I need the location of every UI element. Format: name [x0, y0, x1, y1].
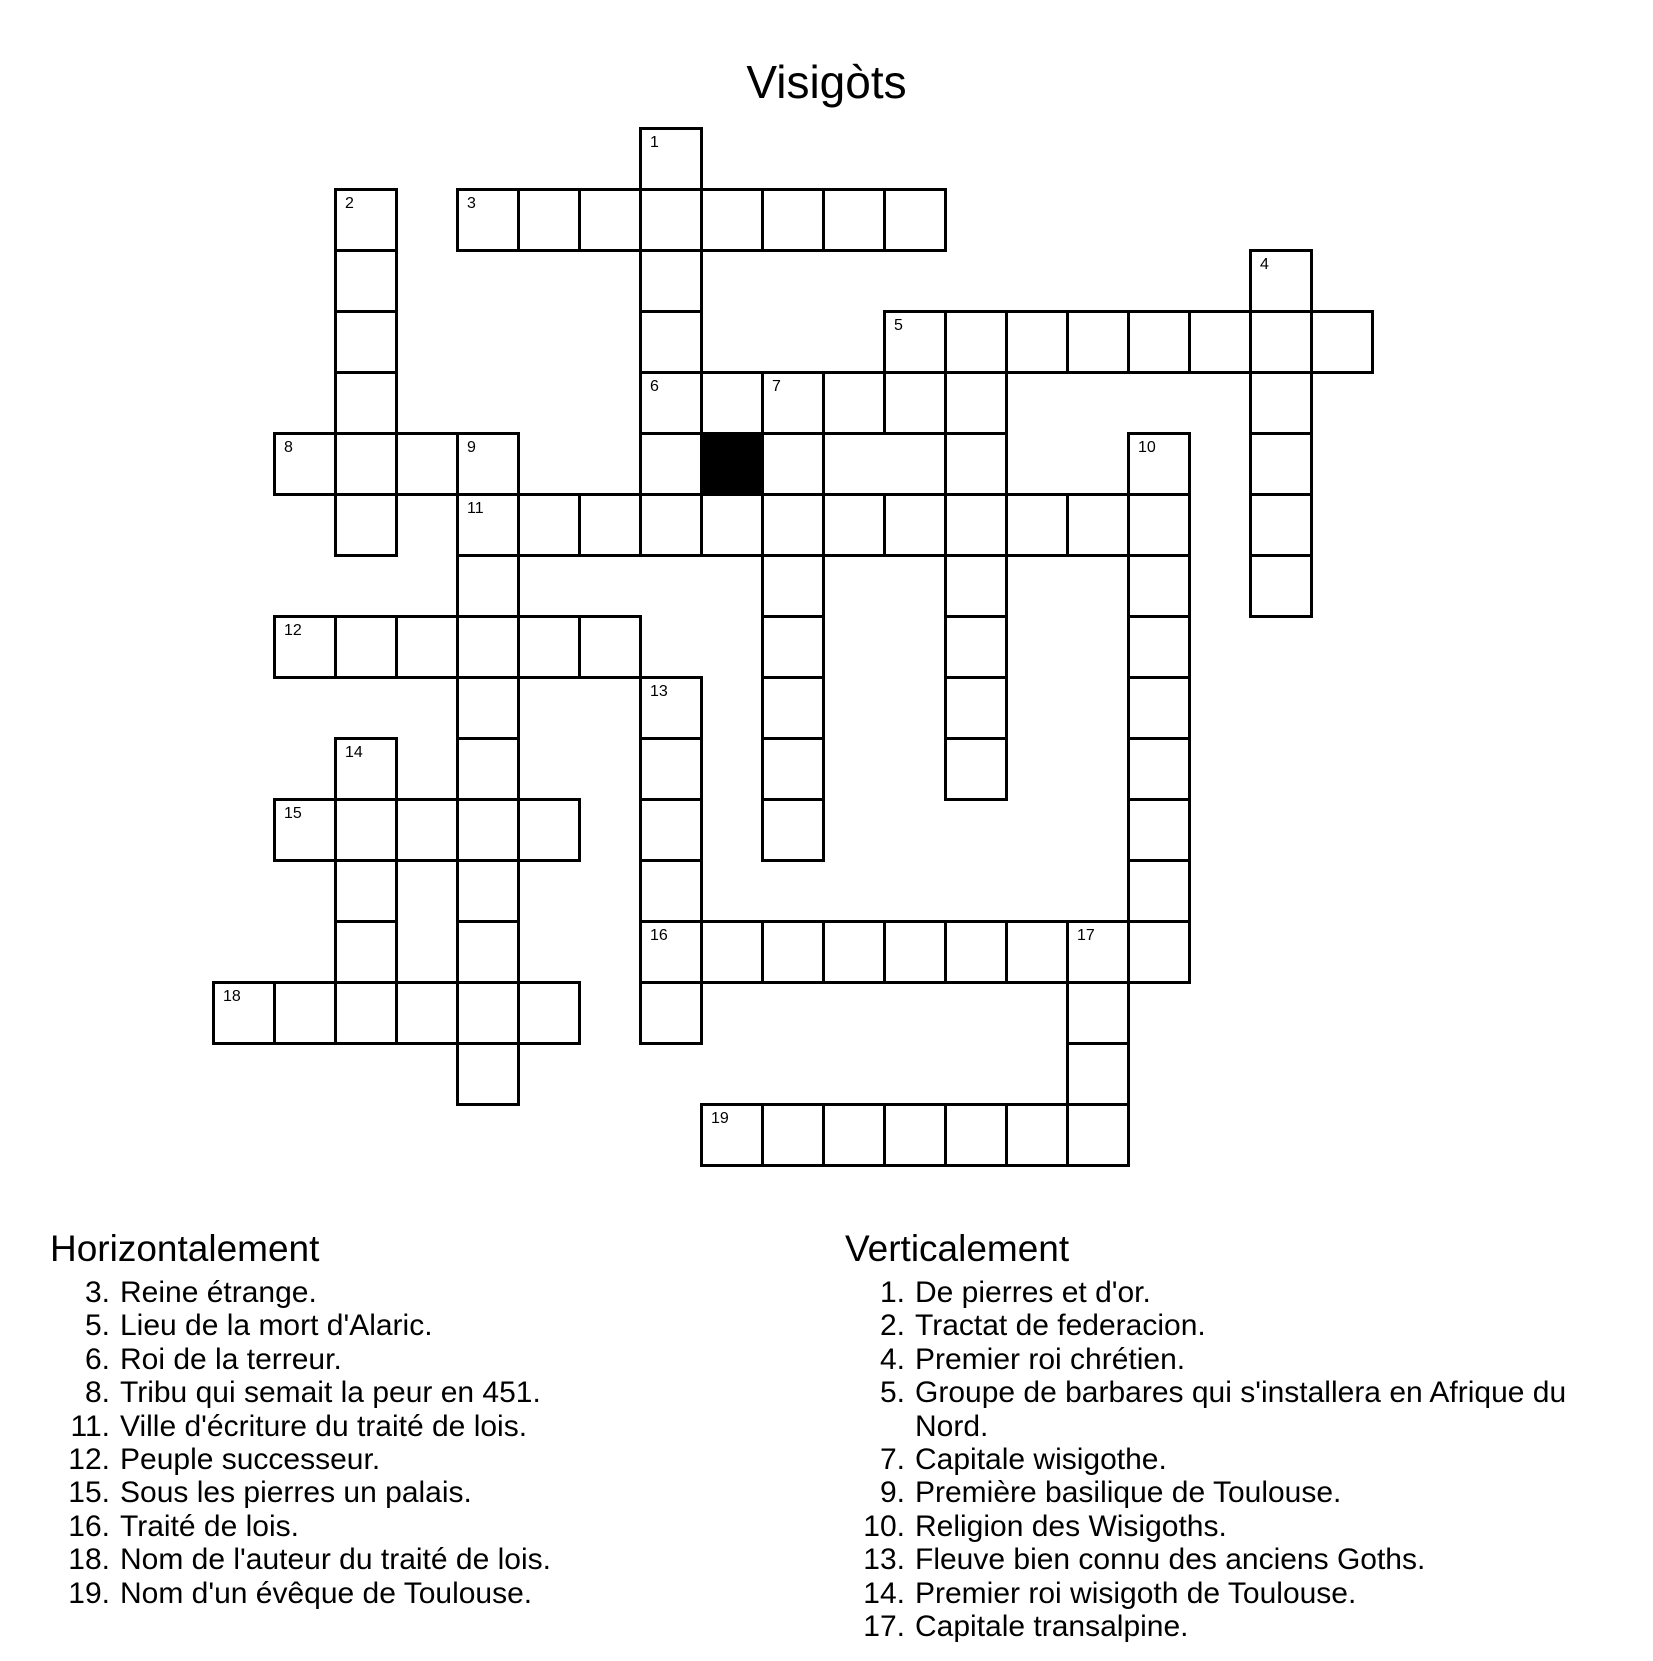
clue-text: Groupe de barbares qui s'installera en Afrique du Nord. — [915, 1376, 1567, 1443]
clue-number: 9 — [467, 439, 476, 456]
grid-cell[interactable] — [334, 493, 398, 557]
clue-number: 14 — [345, 744, 363, 761]
down-clue — [845, 1510, 1625, 1543]
grid-cell[interactable] — [639, 188, 703, 252]
grid-cell[interactable] — [761, 1103, 825, 1167]
clue-number-label: 2. — [879, 1309, 905, 1343]
down-clue — [845, 1443, 1625, 1476]
clue-text: Premier roi wisigoth de Toulouse. — [915, 1576, 1357, 1610]
grid-cell[interactable] — [578, 615, 642, 679]
across-clue — [50, 1309, 770, 1342]
grid-cell[interactable] — [639, 127, 703, 191]
clue-text: Tribu qui semait la peur en 451. — [120, 1376, 541, 1410]
grid-cell[interactable] — [456, 981, 520, 1045]
grid-cell[interactable] — [395, 432, 459, 496]
grid-cell[interactable] — [517, 981, 581, 1045]
across-clue — [50, 1510, 770, 1543]
clue-number: 4 — [1260, 256, 1269, 273]
grid-cell[interactable] — [944, 554, 1008, 618]
grid-cell[interactable] — [456, 432, 520, 496]
grid-cell[interactable] — [700, 371, 764, 435]
clue-number-label: 3. — [84, 1276, 110, 1309]
grid-cell[interactable] — [456, 798, 520, 862]
grid-cell[interactable] — [456, 615, 520, 679]
grid-cell[interactable] — [578, 188, 642, 252]
grid-cell[interactable] — [761, 920, 825, 984]
grid-cell[interactable] — [1066, 981, 1130, 1045]
grid-cell[interactable] — [639, 798, 703, 862]
grid-cell[interactable] — [334, 310, 398, 374]
clue-number: 2 — [345, 195, 354, 212]
grid-cell[interactable] — [212, 981, 276, 1045]
grid-cell[interactable] — [944, 310, 1008, 374]
grid-cell[interactable] — [395, 615, 459, 679]
across-clue — [50, 1476, 770, 1509]
grid-cell[interactable] — [273, 981, 337, 1045]
clue-number-label: 7. — [879, 1443, 905, 1477]
grid-cell[interactable] — [1249, 493, 1313, 557]
clue-number-label: 12. — [68, 1443, 110, 1477]
grid-cell[interactable] — [1066, 1042, 1130, 1106]
clue-number-label: 8. — [84, 1376, 110, 1410]
clue-number: 5 — [894, 317, 903, 334]
grid-cell[interactable] — [822, 1103, 886, 1167]
grid-cell[interactable] — [1249, 554, 1313, 618]
grid-cell[interactable] — [456, 1042, 520, 1106]
grid-cell[interactable] — [456, 737, 520, 801]
grid-cell[interactable] — [822, 920, 886, 984]
grid-cell[interactable] — [944, 615, 1008, 679]
grid-cell[interactable] — [1249, 249, 1313, 313]
grid-cell[interactable] — [944, 432, 1008, 496]
grid-cell[interactable] — [944, 1103, 1008, 1167]
across-clue — [50, 1410, 770, 1443]
across-clue — [50, 1443, 770, 1476]
grid-cell[interactable] — [639, 310, 703, 374]
grid-cell[interactable] — [334, 981, 398, 1045]
clue-number: 1 — [650, 134, 659, 151]
clue-text: Peuple successeur. — [120, 1443, 381, 1477]
grid-cell[interactable] — [456, 493, 520, 557]
clue-number-label: 5. — [879, 1376, 905, 1410]
grid-cell[interactable] — [761, 554, 825, 618]
grid-cell[interactable] — [700, 493, 764, 557]
grid-cell[interactable] — [1005, 493, 1069, 557]
black-cell — [700, 432, 764, 496]
grid-cell[interactable] — [639, 676, 703, 740]
grid-cell[interactable] — [761, 371, 825, 435]
grid-cell[interactable] — [1249, 371, 1313, 435]
clue-number-label: 5. — [84, 1309, 110, 1343]
clue-number-label: 4. — [879, 1342, 905, 1376]
grid-cell[interactable] — [883, 371, 947, 435]
grid-cell[interactable] — [883, 493, 947, 557]
grid-cell[interactable] — [822, 188, 886, 252]
grid-cell[interactable] — [639, 493, 703, 557]
down-clue — [845, 1376, 1625, 1443]
grid-cell[interactable] — [639, 432, 703, 496]
grid-cell[interactable] — [334, 615, 398, 679]
grid-cell[interactable] — [761, 188, 825, 252]
grid-cell[interactable] — [456, 188, 520, 252]
grid-cell[interactable] — [1005, 1103, 1069, 1167]
grid-cell[interactable] — [639, 859, 703, 923]
clue-text: Premier roi chrétien. — [915, 1342, 1186, 1376]
grid-cell[interactable] — [822, 493, 886, 557]
grid-cell[interactable] — [944, 493, 1008, 557]
across-clue — [50, 1343, 770, 1376]
grid-cell[interactable] — [1127, 493, 1191, 557]
clue-number-label: 1. — [879, 1276, 905, 1309]
grid-cell[interactable] — [334, 920, 398, 984]
clue-text: Nom de l'auteur du traité de lois. — [120, 1543, 551, 1577]
grid-cell[interactable] — [517, 188, 581, 252]
clue-number-label: 13. — [863, 1543, 905, 1577]
grid-cell[interactable] — [761, 737, 825, 801]
grid-cell[interactable] — [822, 371, 886, 435]
clue-text: De pierres et d'or. — [915, 1276, 1151, 1309]
grid-cell[interactable] — [1127, 676, 1191, 740]
down-clue-list — [845, 1276, 1625, 1643]
grid-cell[interactable] — [944, 920, 1008, 984]
clue-number-label: 17. — [863, 1610, 905, 1644]
across-clue — [50, 1543, 770, 1576]
grid-cell[interactable] — [395, 981, 459, 1045]
down-clue — [845, 1577, 1625, 1610]
clue-text: Sous les pierres un palais. — [120, 1476, 472, 1510]
grid-cell[interactable] — [1127, 554, 1191, 618]
grid-cell[interactable] — [761, 493, 825, 557]
clue-number-label: 6. — [84, 1342, 110, 1376]
grid-cell[interactable] — [1005, 310, 1069, 374]
clue-text: Tractat de federacion. — [915, 1309, 1206, 1343]
grid-cell[interactable] — [1249, 432, 1313, 496]
clue-number: 19 — [711, 1110, 729, 1127]
down-clues — [845, 1228, 1625, 1643]
grid-cell[interactable] — [1005, 920, 1069, 984]
clue-text: Reine étrange. — [120, 1276, 317, 1309]
clue-text: Capitale wisigothe. — [915, 1443, 1167, 1477]
across-clue — [50, 1376, 770, 1409]
grid-cell[interactable] — [1127, 310, 1191, 374]
grid-cell[interactable] — [761, 432, 825, 496]
grid-cell[interactable] — [273, 432, 337, 496]
clue-text: Roi de la terreur. — [120, 1342, 342, 1376]
clue-number-label: 15. — [68, 1476, 110, 1510]
grid-cell[interactable] — [517, 493, 581, 557]
grid-cell[interactable] — [334, 859, 398, 923]
grid-cell[interactable] — [639, 920, 703, 984]
clue-text: Capitale transalpine. — [915, 1610, 1189, 1644]
down-clue — [845, 1610, 1625, 1643]
clue-number-label: 9. — [879, 1476, 905, 1510]
down-clue — [845, 1476, 1625, 1509]
clue-number-label: 18. — [68, 1543, 110, 1577]
down-clue — [845, 1309, 1625, 1342]
grid-cell[interactable] — [1127, 615, 1191, 679]
clue-number: 11 — [467, 500, 484, 517]
grid-cell[interactable] — [1127, 432, 1191, 496]
grid-cell[interactable] — [761, 798, 825, 862]
clue-number: 3 — [467, 195, 476, 212]
grid-cell[interactable] — [639, 737, 703, 801]
grid-cell[interactable] — [1127, 859, 1191, 923]
clue-text: Nom d'un évêque de Toulouse. — [120, 1576, 533, 1610]
grid-cell[interactable] — [1249, 310, 1313, 374]
grid-cell[interactable] — [273, 798, 337, 862]
clue-text: Religion des Wisigoths. — [915, 1509, 1227, 1543]
grid-cell[interactable] — [700, 1103, 764, 1167]
puzzle-title: Visigòts — [746, 56, 907, 108]
clue-text: Ville d'écriture du traité de lois. — [120, 1409, 528, 1443]
grid-cell[interactable] — [1066, 493, 1130, 557]
grid-cell[interactable] — [639, 981, 703, 1045]
grid-cell[interactable] — [639, 371, 703, 435]
clue-number: 17 — [1077, 927, 1095, 944]
clue-number: 15 — [284, 805, 302, 822]
grid-cell[interactable] — [517, 615, 581, 679]
grid-cell[interactable] — [1127, 798, 1191, 862]
down-clue — [845, 1543, 1625, 1576]
clue-number: 6 — [650, 378, 659, 395]
clue-number-label: 16. — [68, 1509, 110, 1543]
grid-cell[interactable] — [883, 188, 947, 252]
grid-cell[interactable] — [334, 737, 398, 801]
clue-text: Première basilique de Toulouse. — [915, 1476, 1342, 1510]
clue-number: 10 — [1138, 439, 1156, 456]
grid-cell[interactable] — [456, 920, 520, 984]
across-clue — [50, 1276, 770, 1309]
clue-number: 16 — [650, 927, 668, 944]
grid-cell[interactable] — [700, 188, 764, 252]
grid-cell[interactable] — [700, 920, 764, 984]
down-clue — [845, 1276, 1625, 1309]
clue-number-label: 10. — [863, 1509, 905, 1543]
grid-cell[interactable] — [456, 859, 520, 923]
down-clue — [845, 1343, 1625, 1376]
clue-number-label: 11. — [70, 1409, 110, 1443]
grid-cell[interactable] — [1066, 920, 1130, 984]
grid-cell[interactable] — [639, 249, 703, 313]
clue-number: 13 — [650, 683, 668, 700]
clue-number: 7 — [772, 378, 781, 395]
clue-text: Lieu de la mort d'Alaric. — [120, 1309, 433, 1343]
grid-cell[interactable] — [1127, 737, 1191, 801]
grid-cell[interactable] — [334, 371, 398, 435]
clue-number-label: 19. — [68, 1576, 110, 1610]
clue-text: Traité de lois. — [120, 1509, 299, 1543]
clue-number-label: 14. — [863, 1576, 905, 1610]
grid-cell[interactable] — [1066, 310, 1130, 374]
clue-number: 8 — [284, 439, 293, 456]
grid-cell[interactable] — [883, 1103, 947, 1167]
grid-cell[interactable] — [944, 676, 1008, 740]
grid-cell[interactable] — [456, 676, 520, 740]
grid-cell[interactable] — [334, 249, 398, 313]
grid-cell[interactable] — [883, 310, 947, 374]
grid-cell[interactable] — [1066, 1103, 1130, 1167]
grid-cell[interactable] — [883, 920, 947, 984]
grid-cell[interactable] — [1188, 310, 1252, 374]
grid-cell[interactable] — [1310, 310, 1374, 374]
clue-number: 18 — [223, 988, 241, 1005]
grid-cell[interactable] — [395, 798, 459, 862]
grid-cell[interactable] — [273, 615, 337, 679]
across-clue — [50, 1577, 770, 1610]
grid-cell[interactable] — [456, 554, 520, 618]
across-clues — [50, 1228, 770, 1610]
across-clue-list — [50, 1276, 770, 1610]
grid-cell[interactable] — [944, 371, 1008, 435]
grid-cell[interactable] — [334, 432, 398, 496]
across-heading: Horizontalement — [50, 1228, 320, 1269]
grid-cell[interactable] — [334, 798, 398, 862]
down-heading: Verticalement — [845, 1228, 1070, 1269]
grid-cell[interactable] — [1127, 920, 1191, 984]
grid-cell[interactable] — [334, 188, 398, 252]
grid-cell[interactable] — [761, 615, 825, 679]
grid-cell[interactable] — [944, 737, 1008, 801]
clue-number: 12 — [284, 622, 302, 639]
grid-cell[interactable] — [578, 493, 642, 557]
clue-text: Fleuve bien connu des anciens Goths. — [915, 1543, 1426, 1577]
grid-cell[interactable] — [761, 676, 825, 740]
grid-cell[interactable] — [517, 798, 581, 862]
